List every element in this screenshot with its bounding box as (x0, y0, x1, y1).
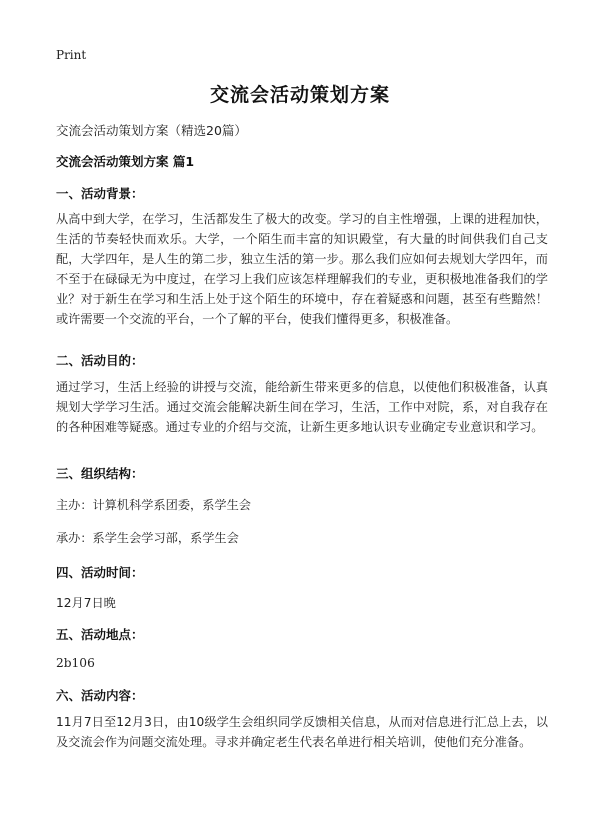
section-heading-content: 六、活动内容： (56, 688, 144, 703)
organization-host: 主办：计算机科学系团委，系学生会 (56, 498, 251, 512)
section-heading-purpose: 二、活动目的： (56, 353, 144, 368)
section-heading-time: 四、活动时间： (56, 565, 144, 580)
organization-organizer: 承办：系学生会学习部，系学生会 (56, 531, 239, 545)
section-body-content: 11月7日至12月3日，由10级学生会组织同学反馈相关信息，从而对信息进行汇总上去，以及交流会作为问题交流处理。寻求并确定老生代表名单进行相关培训，使他们充分准备。 (56, 715, 548, 749)
event-location: 2b106 (56, 656, 95, 670)
print-link[interactable]: Print (56, 48, 87, 62)
section-heading-location: 五、活动地点： (56, 627, 144, 642)
document-title: 交流会活动策划方案 (209, 84, 390, 106)
section-body-background: 从高中到大学，在学习，生活都发生了极大的改变。学习的自主性增强，上课的进程加快，生活的节奏轻快而欢乐。大学，一个陌生而丰富的知识殿堂，有大量的时间供我们自己支配，大学四年，是人生的第二步，独立生活的第一步。那么我们应如何去规划大学四年，而不至于在碌碌无为中度过，在学习上我们应该怎样理解我们的专业，更积极地准备我们的学业？对于新生在学习和生活上处于这个陌生的环境中，存在着疑惑和问题，甚至有些黯然！或许需要一个交流的平台，一个了解的平台，使我们懂得更多，积极准备。 (56, 212, 548, 326)
article-title: 交流会活动策划方案 篇1 (56, 154, 195, 169)
event-time: 12月7日晚 (56, 596, 116, 610)
section-body-purpose: 通过学习，生活上经验的讲授与交流，能给新生带来更多的信息，以使他们积极准备，认真规划大学学习生活。通过交流会能解决新生间在学习，生活，工作中对院，系，对自我存在的各种困难等疑惑。通过专业的介绍与交流，让新生更多地认识专业确定专业意识和学习。 (56, 380, 548, 434)
document-subtitle: 交流会活动策划方案（精选20篇） (56, 123, 247, 138)
section-heading-organization: 三、组织结构： (56, 466, 144, 481)
section-heading-background: 一、活动背景： (56, 186, 144, 201)
